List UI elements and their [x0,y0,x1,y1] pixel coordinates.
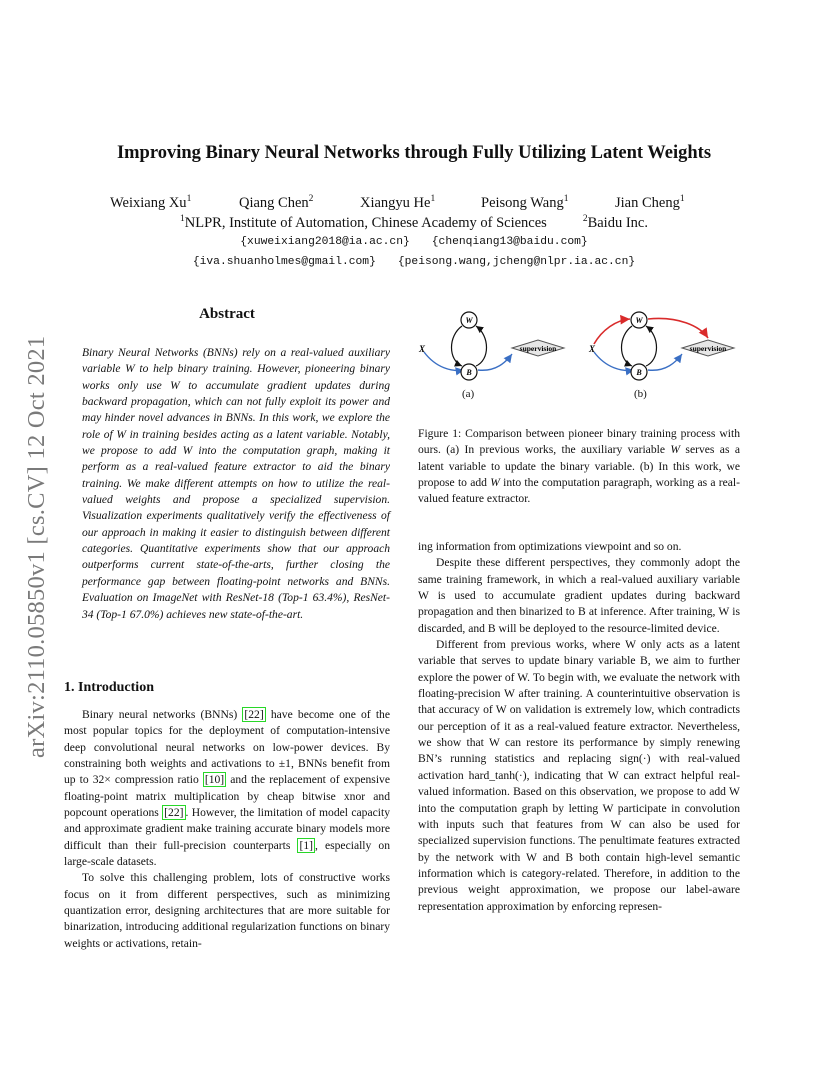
author-3: Xiangyu He$^1$ [360,194,436,211]
email: {xuweixiang2018@ia.ac.cn} [240,236,410,248]
figure-caption: Figure 1: Comparison between pioneer binary training process with ours. (a) In previous works, the auxiliary variable W serves as a latent variable to update the binary variable. (b) In this work, we propose to add W into the computation paragraph, working as a real-valued feature extractor. [418,427,740,506]
arrow-x-to-b [424,352,464,370]
node-x-label: X [419,344,426,354]
section-heading: 1. Introduction [64,680,154,695]
body-paragraph: ing information from optimizations viewpoint and so on. [418,540,682,553]
node-b-label: B [466,368,472,377]
author-list [0,195,828,215]
intro-paragraph-1: Binary neural networks (BNNs) [22] have become one of the most popular topics for the deployment of computation-intensive deep convolutional neural networks on low-power devices. By constraining both weights and activations to ±1, BNNs benefit from up to 32× compression ratio [10] and the replacement of expensive floating-point matrix multiplication by cheap bitwise xnor and popcount operations [22] . However, the limitation of model capacity and approximate gradient make training accurate binary models more difficult than their full-precision counterparts [1] , especially on large-scale datasets. [64,708,390,869]
author-1: Weixiang Xu$^1$ [110,194,192,211]
arrow-b-to-supervision [648,354,682,370]
arrow-w-to-supervision [648,318,708,338]
email-line-1 [0,236,828,248]
abstract-heading: Abstract [199,306,255,322]
supervision-label: supervision [519,344,557,353]
node-w-label: W [635,316,643,325]
node-b-label: B [636,368,642,377]
arrow-w-to-b [622,326,633,366]
arxiv-id: arXiv:2110.05850v1 [cs.CV] 12 Oct 2021 [23,335,50,758]
arrow-b-to-w [646,326,657,366]
diagram-b [588,312,734,380]
email-line-2 [0,256,828,268]
body-paragraph: Different from previous works, where W only acts as a latent variable that serves to update binary variable B, we aim to further explore the power of W. To begin with, we evaluate the network with floating-precision W after training. A counterintuitive observation is that accuracy of W on validation is extremely low, which contradicts our perception of it as a real-valued feature extractor. Nevertheless, we show that W can restore its performance by simply renewing BN’s running statistics and replacing sign(·) with real-valued activation hard_tanh(·), indicating that W can extract helpful real-valued information. Based on this observation, we propose to add W into the computation graph by letting W participate in convolution with inputs such that features from W can also be used for specialized supervision functions. The penultimate features extracted by the network with W and B both contain high-level semantic information which is category-related. Therefore, in addition to the previous weight approximation, we propose our label-aware representation approximation by enforcing represen- [418,638,740,913]
citation-link[interactable]: [10] [204,773,225,787]
arrow-x-to-w [594,319,630,344]
arrow-w-to-b [452,326,463,366]
paper-title: Improving Binary Neural Networks through Fully Utilizing Latent Weights [116,143,712,163]
figure-label-a: (a) [462,388,475,400]
body-paragraph: Despite these different perspectives, they commonly adopt the same training framework, in which a real-valued auxiliary variable W is used to accumulate gradient updates during backward propagation and then binarized to B at inference. After training, W is discarded, and B will be deployed to the resource-limited device. [418,556,740,635]
supervision-label: supervision [689,344,727,353]
affiliations [0,215,828,232]
citation-link[interactable]: [22] [164,806,184,820]
abstract-section [64,306,390,623]
author-4: Peisong Wang$^1$ [481,194,569,211]
arrow-x-to-b [594,352,634,370]
affiliation-2: $^2$Baidu Inc. [582,214,648,231]
diagram-a [418,312,564,380]
node-x-label: X [589,344,596,354]
author-5: Jian Cheng$^1$ [615,194,685,211]
citation-link[interactable]: [22] [244,708,264,721]
arrow-b-to-supervision [478,354,512,370]
citation-link[interactable]: [1] [299,838,313,852]
affiliation-1: $^1$NLPR, Institute of Automation, Chinese Academy of Sciences [180,214,547,231]
email: {peisong.wang,jcheng@nlpr.ia.ac.cn} [397,256,636,268]
node-w-label: W [465,316,473,325]
arrow-b-to-w [476,326,487,366]
abstract-text: Binary Neural Networks (BNNs) rely on a real-valued auxiliary variable W to help binary training. However, pioneering binary works only use W to accumulate gradient updates during backward propagation, which can not fully exploit its power and may hinder novel advances in BNNs. In this work, we explore the role of W in training besides acting as a latent variable. Notably, we propose to add W into the computation graph, making it perform as a real-valued feature extractor to aid the binary training. We make different attempts on how to utilize the real-valued weights and propose a specialized supervision. Visualization experiments qualitatively verify the effectiveness of our approach in making it easier to distinguish between different categories. Quantitative experiments show that our approach outperforms current state-of-the-arts, further closing the performance gap between floating-point networks and BNNs. Evaluation on ImageNet with ResNet-18 (Top-1 63.4%), ResNet-34 (Top-1 67.0%) achieves new state-of-the-art. [82,347,390,621]
arxiv-stamp [19,292,55,758]
email: {chenqiang13@baidu.com} [431,236,588,248]
introduction-section [64,680,390,952]
figure-label-b: (b) [634,388,647,400]
email: {iva.shuanholmes@gmail.com} [192,256,376,268]
right-column-text [418,539,740,915]
figure-1 [418,306,740,406]
author-2: Qiang Chen$^2$ [239,194,314,211]
intro-paragraph-2: To solve this challenging problem, lots of constructive works focus on it from different perspectives, such as minimizing quantization error, designing architectures that are more suitable for binarization, introducing additional regularization functions on binary weights or activations, retain- [64,871,390,950]
